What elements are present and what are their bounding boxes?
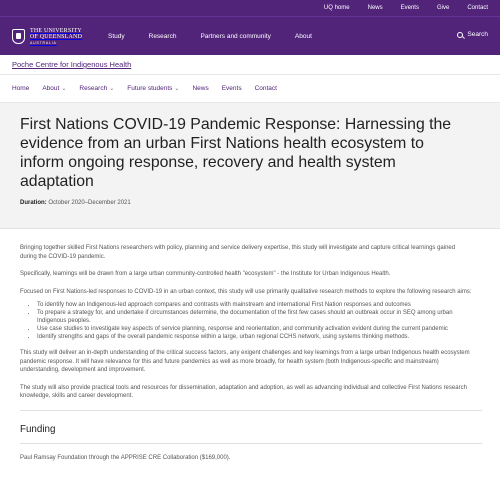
project-duration	[20, 200, 480, 206]
intro-paragraph: Bringing together skilled First Nations researchers with policy, planning and service delivery expertise, this study will investigate and capture critical learnings gained during the COVID-19 pandemic.	[20, 245, 456, 260]
local-nav-research[interactable]: Research ⌄	[79, 85, 115, 92]
nav-research[interactable]: Research	[148, 32, 177, 40]
local-navigation	[0, 75, 500, 103]
list-item: • Identify strengths and gaps of the overall pandemic response within a large, urban regional CCHS network, using systems thinking methods.	[37, 333, 477, 341]
ecosystem-paragraph: Specifically, learnings will be drawn from a large urban community-controlled health "ecosystem" - the Institute for Urban Indigenous Health.	[20, 271, 391, 277]
search-icon	[457, 32, 463, 38]
local-nav-home[interactable]: Home	[12, 85, 30, 92]
page-title: First Nations COVID-19 Pandemic Response: Harnessing the evidence from an urban First Nations health ecosystem to inform ongoing response, recovery and health system adaptation	[20, 116, 452, 190]
utility-link-news[interactable]: News	[367, 5, 383, 11]
nav-partners-and-community[interactable]: Partners and community	[200, 32, 271, 40]
utility-link-events[interactable]: Events	[400, 5, 419, 11]
chevron-down-icon: ⌄	[174, 86, 180, 92]
research-aims-intro: Focused on First Nations-led responses to COVID-19 in an urban context, this study will use primarily qualitative research methods to explore the following research aims:	[20, 288, 472, 295]
search-label: Search	[467, 31, 488, 38]
utility-link-uq-home[interactable]: UQ home	[323, 5, 350, 11]
utility-bar	[0, 0, 500, 16]
page-hero	[0, 103, 500, 229]
chevron-down-icon: ⌄	[61, 86, 67, 92]
outcomes-paragraph: This study will deliver an in-depth understanding of the critical success factors, any exigent challenges and key learnings from a large urban Indigenous health ecosystem pandemic response. It will have relevance for this and future pandemics as well as more broadly, for health system (both Indigenous-specific and mainstream) understanding, development and improvement.	[20, 350, 470, 373]
funding-text: Paul Ramsay Foundation through the APPRISE CRE Collaboration ($169,000).	[20, 454, 231, 461]
local-nav-about[interactable]: About ⌄	[42, 85, 67, 92]
funding-heading: Funding	[20, 423, 56, 435]
local-nav-news[interactable]: News	[192, 85, 209, 92]
utility-link-give[interactable]: Give	[436, 5, 450, 11]
site-title[interactable]: Poche Centre for Indigenous Health	[12, 60, 132, 69]
search-button[interactable]	[457, 31, 488, 38]
list-item: • To prepare a strategy for, and undertake if circumstances determine, the documentation of the first few cases should an outbreak occur in SEQ among urban Indigenous peoples.	[37, 309, 477, 325]
main-navigation	[0, 16, 500, 55]
list-item: • To identify how an Indigenous-led approach compares and contrasts with mainstream and international First Nation responses and outcomes	[37, 301, 477, 309]
utility-link-contact[interactable]: Contact	[467, 5, 488, 11]
nav-study[interactable]: Study	[108, 32, 125, 40]
list-item: • Use case studies to investigate key aspects of service planning, response and reorientation, and community activation evident during the current pandemic	[37, 325, 477, 333]
main-content	[0, 229, 500, 462]
section-divider	[20, 410, 482, 411]
duration-label: Duration:	[20, 200, 47, 206]
chevron-down-icon: ⌄	[109, 86, 115, 92]
site-title-bar	[0, 55, 500, 75]
local-nav-future-students[interactable]: Future students ⌄	[127, 85, 180, 92]
primary-links	[108, 33, 312, 40]
duration-value: October 2020–December 2021	[48, 200, 131, 206]
uq-crest-icon	[12, 29, 25, 44]
logo-wordmark: THE UNIVERSITY OF QUEENSLAND AUSTRALIA	[30, 27, 83, 45]
uq-logo[interactable]	[12, 28, 84, 45]
local-nav-contact[interactable]: Contact	[254, 85, 277, 92]
tools-paragraph: The study will also provide practical tools and resources for dissemination, adaptation and adoption, as well as advancing individual and collective First Nations research knowledge, skills and career development.	[20, 384, 467, 399]
nav-about[interactable]: About	[294, 32, 312, 40]
local-nav-events[interactable]: Events	[221, 85, 242, 92]
funding-divider	[20, 443, 482, 444]
research-aims-list	[37, 301, 480, 341]
